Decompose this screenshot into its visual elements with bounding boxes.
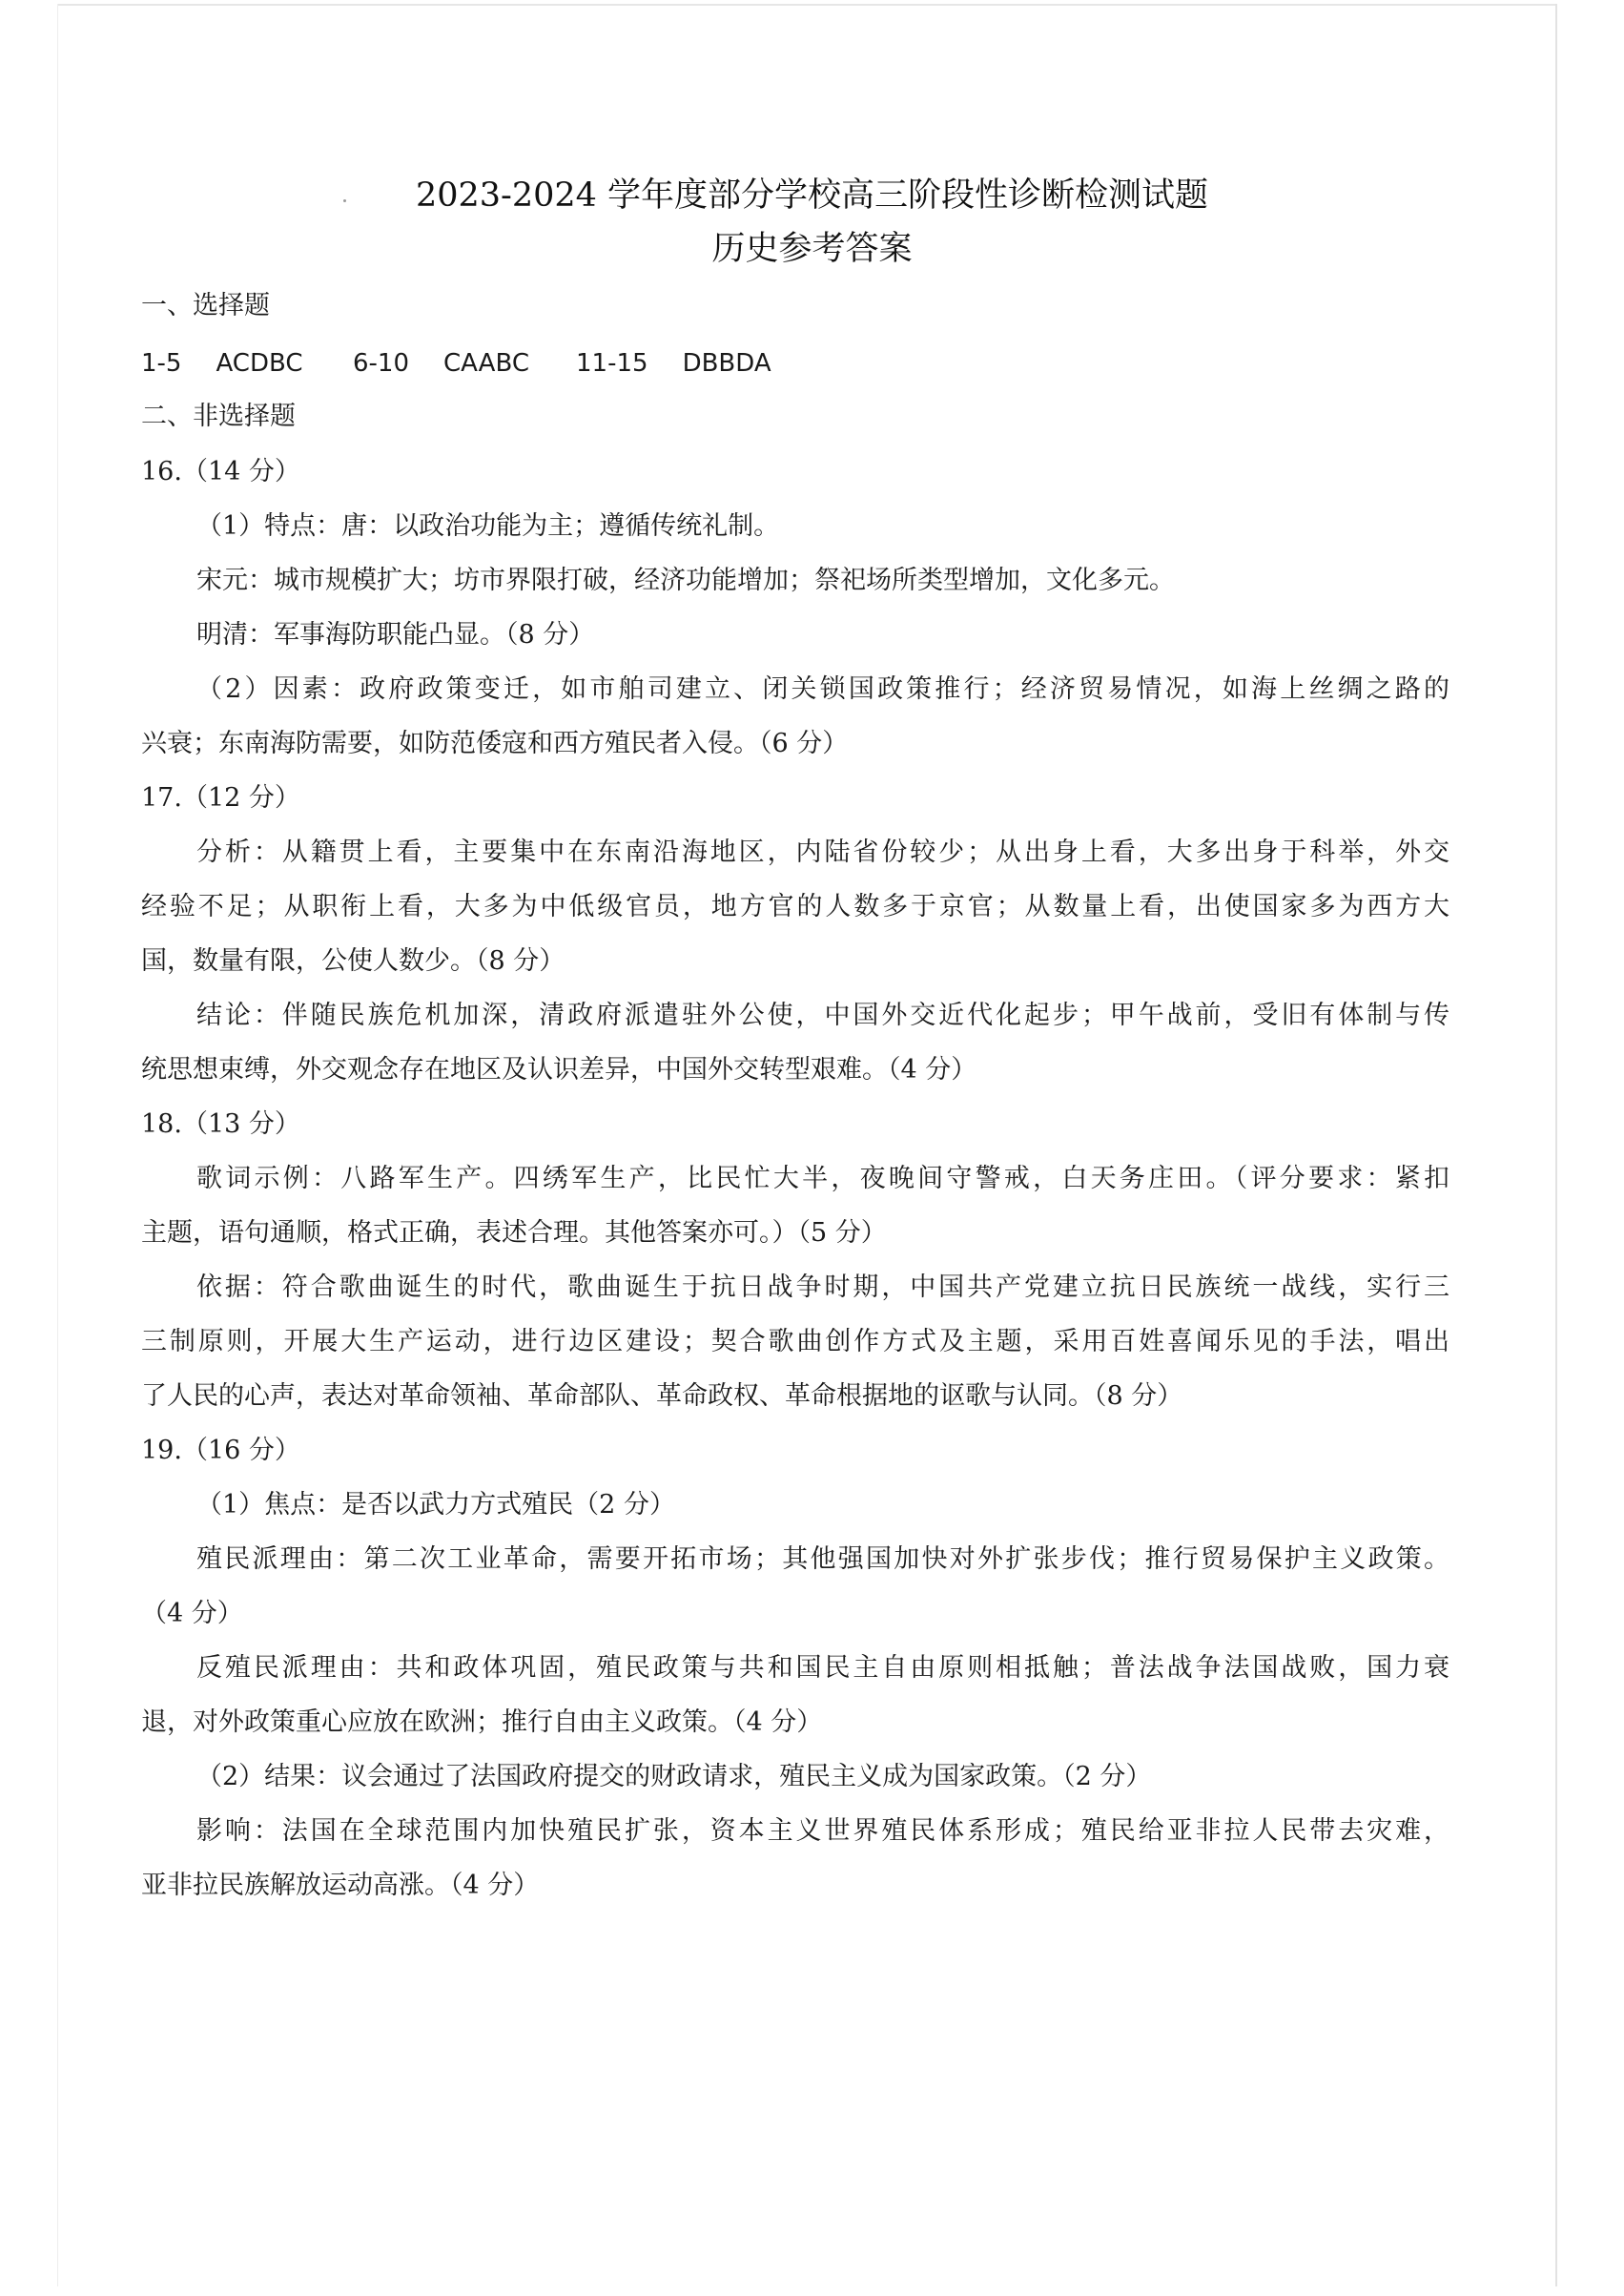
choice-answers-group-1 [141, 347, 303, 380]
q18-line: 依据：符合歌曲诞生的时代，歌曲诞生于抗日战争时期，中国共产党建立抗日民族统一战线，实行三 [196, 1272, 1449, 1302]
scan-edge-top [57, 4, 1557, 6]
q19-line: 退，对外政策重心应放在欧洲；推行自由主义政策。（4 分） [141, 1707, 823, 1737]
q16-line: （1）特点：唐：以政治功能为主；遵循传统礼制。 [196, 511, 780, 541]
scan-edge-left [57, 4, 58, 2286]
q19-line: 殖民派理由：第二次工业革命，需要开拓市场；其他强国加快对外扩张步伐；推行贸易保护主义政策。 [196, 1544, 1449, 1574]
q17-line: 统思想束缚，外交观念存在地区及认识差异，中国外交转型艰难。（4 分） [141, 1055, 977, 1085]
choice-range: 6-10 [353, 349, 410, 378]
choice-answers-group-3 [576, 347, 771, 380]
q18-header: 18.（13 分） [141, 1109, 300, 1139]
choice-range: 1-5 [141, 349, 182, 378]
q18-line: 了人民的心声，表达对革命领袖、革命部队、革命政权、革命根据地的讴歌与认同。（8 分） [141, 1381, 1183, 1411]
q19-line: 反殖民派理由：共和政体巩固，殖民政策与共和国民主自由原则相抵触；普法战争法国战败，国力衰 [196, 1653, 1449, 1683]
q18-line: 主题，语句通顺，格式正确，表述合理。其他答案亦可。）（5 分） [141, 1218, 887, 1248]
q19-line: 影响：法国在全球范围内加快殖民扩张，资本主义世界殖民体系形成；殖民给亚非拉人民带去灾难， [196, 1816, 1449, 1846]
q17-line: 分析：从籍贯上看，主要集中在东南沿海地区，内陆省份较少；从出身上看，大多出身于科举，外交 [196, 838, 1449, 867]
q16-line: 兴衰；东南海防需要，如防范倭寇和西方殖民者入侵。（6 分） [141, 729, 849, 758]
scan-edge-right [1555, 4, 1557, 2286]
document-title: 2023-2024 学年度部分学校高三阶段性诊断检测试题 [415, 176, 1209, 215]
q19-line: （2）结果：议会通过了法国政府提交的财政请求，殖民主义成为国家政策。（2 分） [196, 1762, 1152, 1791]
q19-header: 19.（16 分） [141, 1436, 300, 1465]
section-nonchoice-heading: 二、非选择题 [141, 402, 296, 431]
section-choice-heading: 一、选择题 [141, 291, 270, 321]
q19-line: （4 分） [141, 1599, 243, 1628]
q19-line: 亚非拉民族解放运动高涨。（4 分） [141, 1871, 540, 1900]
choice-answers: DBBDA [682, 349, 771, 378]
q16-line: 明清：军事海防职能凸显。（8 分） [196, 620, 595, 650]
q17-line: 经验不足；从职衔上看，大多为中低级官员，地方官的人数多于京官；从数量上看，出使国家多为西方大 [141, 892, 1449, 921]
q16-line: （2）因素：政府政策变迁，如市舶司建立、闭关锁国政策推行；经济贸易情况，如海上丝绸之路的 [196, 674, 1449, 704]
document-subtitle: 历史参考答案 [711, 230, 913, 268]
q17-header: 17.（12 分） [141, 783, 300, 813]
q18-line: 歌词示例：八路军生产。四绣军生产，比民忙大半，夜晚间守警戒，白天务庄田。（评分要求：紧扣 [196, 1164, 1449, 1193]
q17-line: 国，数量有限，公使人数少。（8 分） [141, 946, 565, 976]
choice-range: 11-15 [576, 349, 648, 378]
choice-answers: ACDBC [216, 349, 303, 378]
q19-line: （1）焦点：是否以武力方式殖民（2 分） [196, 1490, 675, 1520]
choice-answers: CAABC [443, 349, 529, 378]
q16-header: 16.（14 分） [141, 457, 300, 486]
q16-line: 宋元：城市规模扩大；坊市界限打破，经济功能增加；祭祀场所类型增加，文化多元。 [196, 566, 1175, 595]
q17-line: 结论：伴随民族危机加深，清政府派遣驻外公使，中国外交近代化起步；甲午战前，受旧有体制与传 [196, 1001, 1449, 1030]
choice-answers-group-2 [353, 347, 529, 380]
q18-line: 三制原则，开展大生产运动，进行边区建设；契合歌曲创作方式及主题，采用百姓喜闻乐见的手法，唱出 [141, 1327, 1449, 1356]
